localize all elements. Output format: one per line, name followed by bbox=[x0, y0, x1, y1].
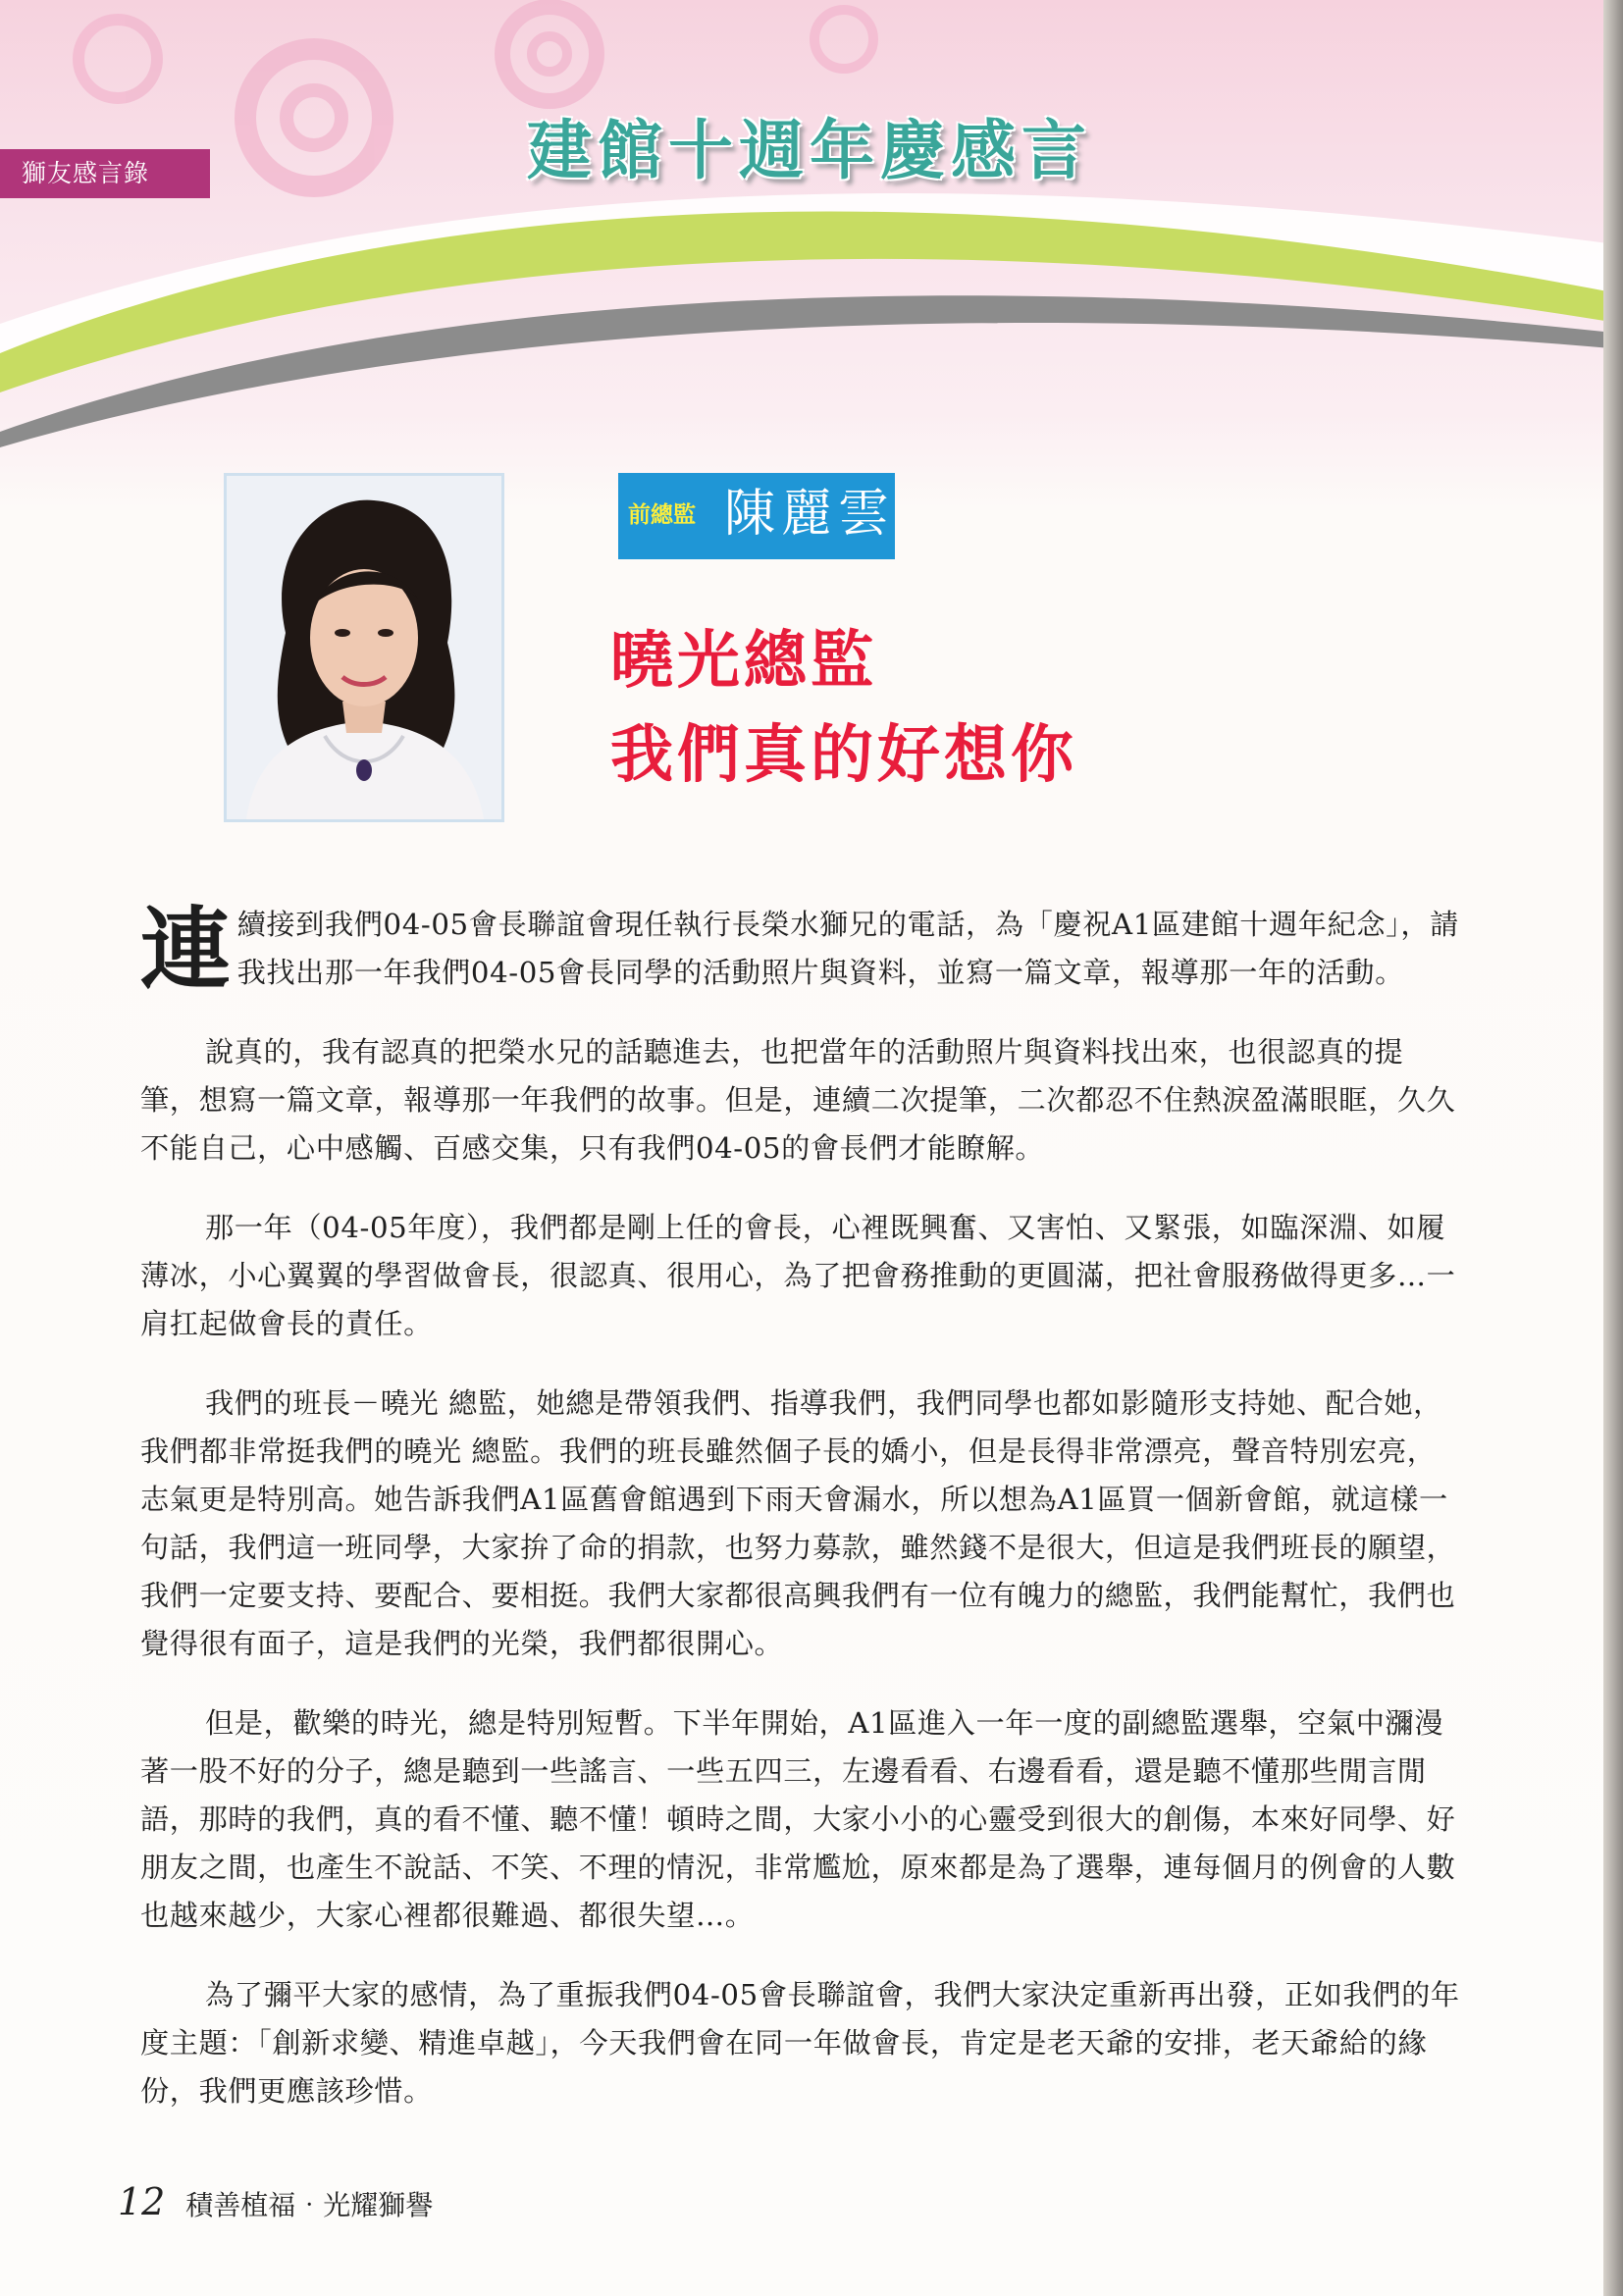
article-paragraph-6: 為了彌平大家的感情，為了重振我們04-05會長聯誼會，我們大家決定重新再出發，正如我們的年度主題：「創新求變、精進卓越」，今天我們會在同一年做會長，肯定是老天爺的安排，老天爺給的緣份，我們更應該珍惜。 bbox=[140, 1978, 1460, 2108]
page-footer bbox=[118, 2180, 433, 2223]
headline-line-1: 曉光總監 bbox=[610, 625, 877, 698]
author-portrait bbox=[224, 473, 504, 822]
author-label-box bbox=[618, 473, 895, 559]
headline-line-2: 我們真的好想你 bbox=[610, 719, 1077, 792]
footer-slogan: 積善植福‧光耀獅譽 bbox=[185, 2189, 434, 2221]
article-paragraph-1 bbox=[140, 897, 1460, 1003]
portrait-illustration bbox=[227, 476, 501, 819]
dropcap-letter: 連 bbox=[140, 897, 232, 1003]
article-body bbox=[140, 897, 1460, 2147]
paragraph-text: 續接到我們04-05會長聯誼會現任執行長榮水獅兄的電話，為「慶祝A1區建館十週年紀念」，請我找出那一年我們04-05會長同學的活動照片與資料，並寫一篇文章，報導那一年的活動。 bbox=[236, 908, 1459, 989]
binding-edge bbox=[1603, 0, 1623, 2296]
article-paragraph-5: 但是，歡樂的時光，總是特別短暫。下半年開始，A1區進入一年一度的副總監選舉，空氣中瀰漫著一股不好的分子，總是聽到一些謠言、一些五四三，左邊看看、右邊看看，還是聽不懂那些閒言閒語，那時的我們，真的看不懂、聽不懂！頓時之間，大家小小的心靈受到很大的創傷，本來好同學、好朋友之間，也產生不說話、不笑、不理的情況，非常尷尬，原來都是為了選舉，連每個月的例會的人數也越來越少，大家心裡都很難過、都很失望…。 bbox=[140, 1706, 1456, 1932]
article-paragraph-2: 說真的，我有認真的把榮水兄的話聽進去，也把當年的活動照片與資料找出來，也很認真的提筆，想寫一篇文章，報導那一年我們的故事。但是，連續二次提筆，二次都忍不住熱淚盈滿眼眶，久久不能自己，心中感觸、百感交集，只有我們04-05的會長們才能瞭解。 bbox=[140, 1035, 1456, 1165]
section-tag: 獅友感言錄 bbox=[0, 149, 210, 198]
header-decoration bbox=[0, 0, 1623, 461]
article-paragraph-3: 那一年（04-05年度），我們都是剛上任的會長，心裡既興奮、又害怕、又緊張，如臨深淵、如履薄冰，小心翼翼的學習做會長，很認真、很用心，為了把會務推動的更圓滿，把社會服務做得更多…一肩扛起做會長的責任。 bbox=[140, 1211, 1456, 1340]
page-title: 建館十週年慶感言 bbox=[527, 113, 1092, 188]
page-number: 12 bbox=[118, 2180, 166, 2223]
author-role: 前總監 bbox=[628, 502, 696, 528]
author-name: 陳麗雲 bbox=[724, 485, 896, 544]
article-paragraph-4: 我們的班長－曉光 總監，她總是帶領我們、指導我們，我們同學也都如影隨形支持她、配合她，我們都非常挺我們的曉光 總監。我們的班長雖然個子長的嬌小，但是長得非常漂亮，聲音特別宏亮，志氣更是特別高。她告訴我們A1區舊會館遇到下雨天會漏水，所以想為A1區買一個新會館，就這樣一句話，我們這一班同學，大家拚了命的捐款，也努力募款，雖然錢不是很大，但這是我們班長的願望，我們一定要支持、要配合、要相挺。我們大家都很高興我們有一位有魄力的總監，我們能幫忙，我們也覺得很有面子，這是我們的光榮，我們都很開心。 bbox=[140, 1386, 1456, 1660]
